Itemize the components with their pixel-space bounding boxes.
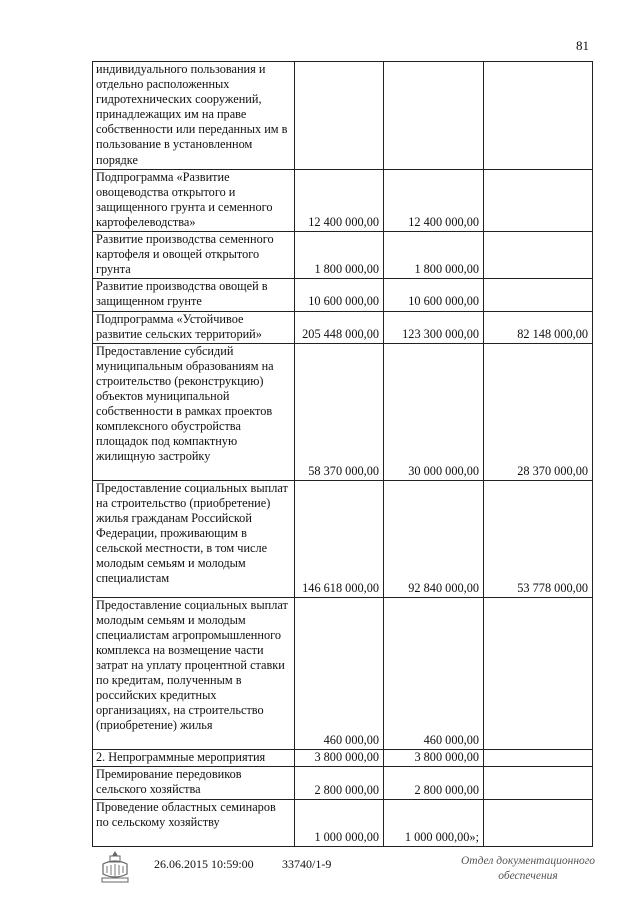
row-name-cell: Развитие производства овощей в защищенном грунте bbox=[93, 279, 295, 311]
table-row bbox=[93, 597, 593, 749]
row-value-1-cell: 146 618 000,00 bbox=[295, 480, 384, 597]
row-value-3-cell bbox=[484, 799, 593, 846]
row-name-cell: Премирование передовиков сельского хозяйства bbox=[93, 766, 295, 799]
table-row bbox=[93, 279, 593, 311]
emblem-stamp-icon bbox=[98, 848, 132, 884]
table-row bbox=[93, 480, 593, 597]
row-value-3-cell bbox=[484, 62, 593, 170]
row-value-2-cell: 3 800 000,00 bbox=[384, 749, 484, 766]
row-name-cell: Развитие производства семенного картофеля и овощей открытого грунта bbox=[93, 232, 295, 279]
row-value-3-cell bbox=[484, 766, 593, 799]
row-value-3-cell bbox=[484, 749, 593, 766]
row-value-2-cell: 92 840 000,00 bbox=[384, 480, 484, 597]
row-value-1-cell: 10 600 000,00 bbox=[295, 279, 384, 311]
table-row bbox=[93, 799, 593, 846]
row-value-2-cell: 10 600 000,00 bbox=[384, 279, 484, 311]
row-value-3-cell: 53 778 000,00 bbox=[484, 480, 593, 597]
footer-datetime: 26.06.2015 10:59:00 bbox=[154, 857, 254, 871]
row-value-2-cell bbox=[384, 62, 484, 170]
row-value-1-cell: 1 800 000,00 bbox=[295, 232, 384, 279]
table-row bbox=[93, 766, 593, 799]
page-number: 81 bbox=[576, 38, 589, 53]
row-value-2-cell: 460 000,00 bbox=[384, 597, 484, 749]
table-row bbox=[93, 62, 593, 170]
row-name-cell: индивидуального пользования и отдельно расположенных гидротехнических сооружений, принадлежащих им на праве собственности или переданных им в пользование в установленном порядке bbox=[93, 62, 295, 170]
footer-document-code: 33740/1-9 bbox=[282, 857, 332, 871]
row-value-3-cell bbox=[484, 597, 593, 749]
row-name-cell: Предоставление социальных выплат на строительство (приобретение) жилья гражданам Российской Федерации, проживающим в сельской местности, в том числе молодым семьям и молодым специалистам bbox=[93, 480, 295, 597]
table-row bbox=[93, 343, 593, 480]
row-value-2-cell: 2 800 000,00 bbox=[384, 766, 484, 799]
row-value-2-cell: 12 400 000,00 bbox=[384, 169, 484, 231]
row-value-3-cell bbox=[484, 232, 593, 279]
row-value-3-cell: 82 148 000,00 bbox=[484, 311, 593, 343]
table-row bbox=[93, 169, 593, 231]
budget-table bbox=[92, 61, 593, 847]
row-value-3-cell: 28 370 000,00 bbox=[484, 343, 593, 480]
row-value-1-cell: 205 448 000,00 bbox=[295, 311, 384, 343]
budget-table-body bbox=[93, 62, 593, 847]
row-value-1-cell: 58 370 000,00 bbox=[295, 343, 384, 480]
row-name-cell: Подпрограмма «Развитие овощеводства открытого и защищенного грунта и семенного картофелеводства» bbox=[93, 169, 295, 231]
row-value-1-cell: 460 000,00 bbox=[295, 597, 384, 749]
footer-department-stamp: Отдел документационного обеспечения bbox=[460, 855, 596, 882]
table-row bbox=[93, 311, 593, 343]
row-name-cell: Предоставление социальных выплат молодым семьям и молодым специалистам агропромышленного комплекса на возмещение части затрат на уплату процентной ставки по кредитам, полученным в российских кредитных организациях, на строительство (приобретение) жилья bbox=[93, 597, 295, 749]
row-name-cell: 2. Непрограммные мероприятия bbox=[93, 749, 295, 766]
row-value-3-cell bbox=[484, 169, 593, 231]
row-value-1-cell: 2 800 000,00 bbox=[295, 766, 384, 799]
row-value-2-cell: 1 000 000,00»; bbox=[384, 799, 484, 846]
row-value-2-cell: 123 300 000,00 bbox=[384, 311, 484, 343]
row-value-1-cell: 12 400 000,00 bbox=[295, 169, 384, 231]
table-row bbox=[93, 749, 593, 766]
row-value-2-cell: 1 800 000,00 bbox=[384, 232, 484, 279]
row-value-1-cell: 1 000 000,00 bbox=[295, 799, 384, 846]
row-name-cell: Проведение областных семинаров по сельскому хозяйству bbox=[93, 799, 295, 846]
row-value-1-cell bbox=[295, 62, 384, 170]
row-value-2-cell: 30 000 000,00 bbox=[384, 343, 484, 480]
table-row bbox=[93, 232, 593, 279]
row-name-cell: Предоставление субсидий муниципальным образованиям на строительство (реконструкцию) объектов муниципальной собственности в рамках проектов комплексного обустройства площадок под компактную жилищную застройку bbox=[93, 343, 295, 480]
row-name-cell: Подпрограмма «Устойчивое развитие сельских территорий» bbox=[93, 311, 295, 343]
row-value-1-cell: 3 800 000,00 bbox=[295, 749, 384, 766]
row-value-3-cell bbox=[484, 279, 593, 311]
